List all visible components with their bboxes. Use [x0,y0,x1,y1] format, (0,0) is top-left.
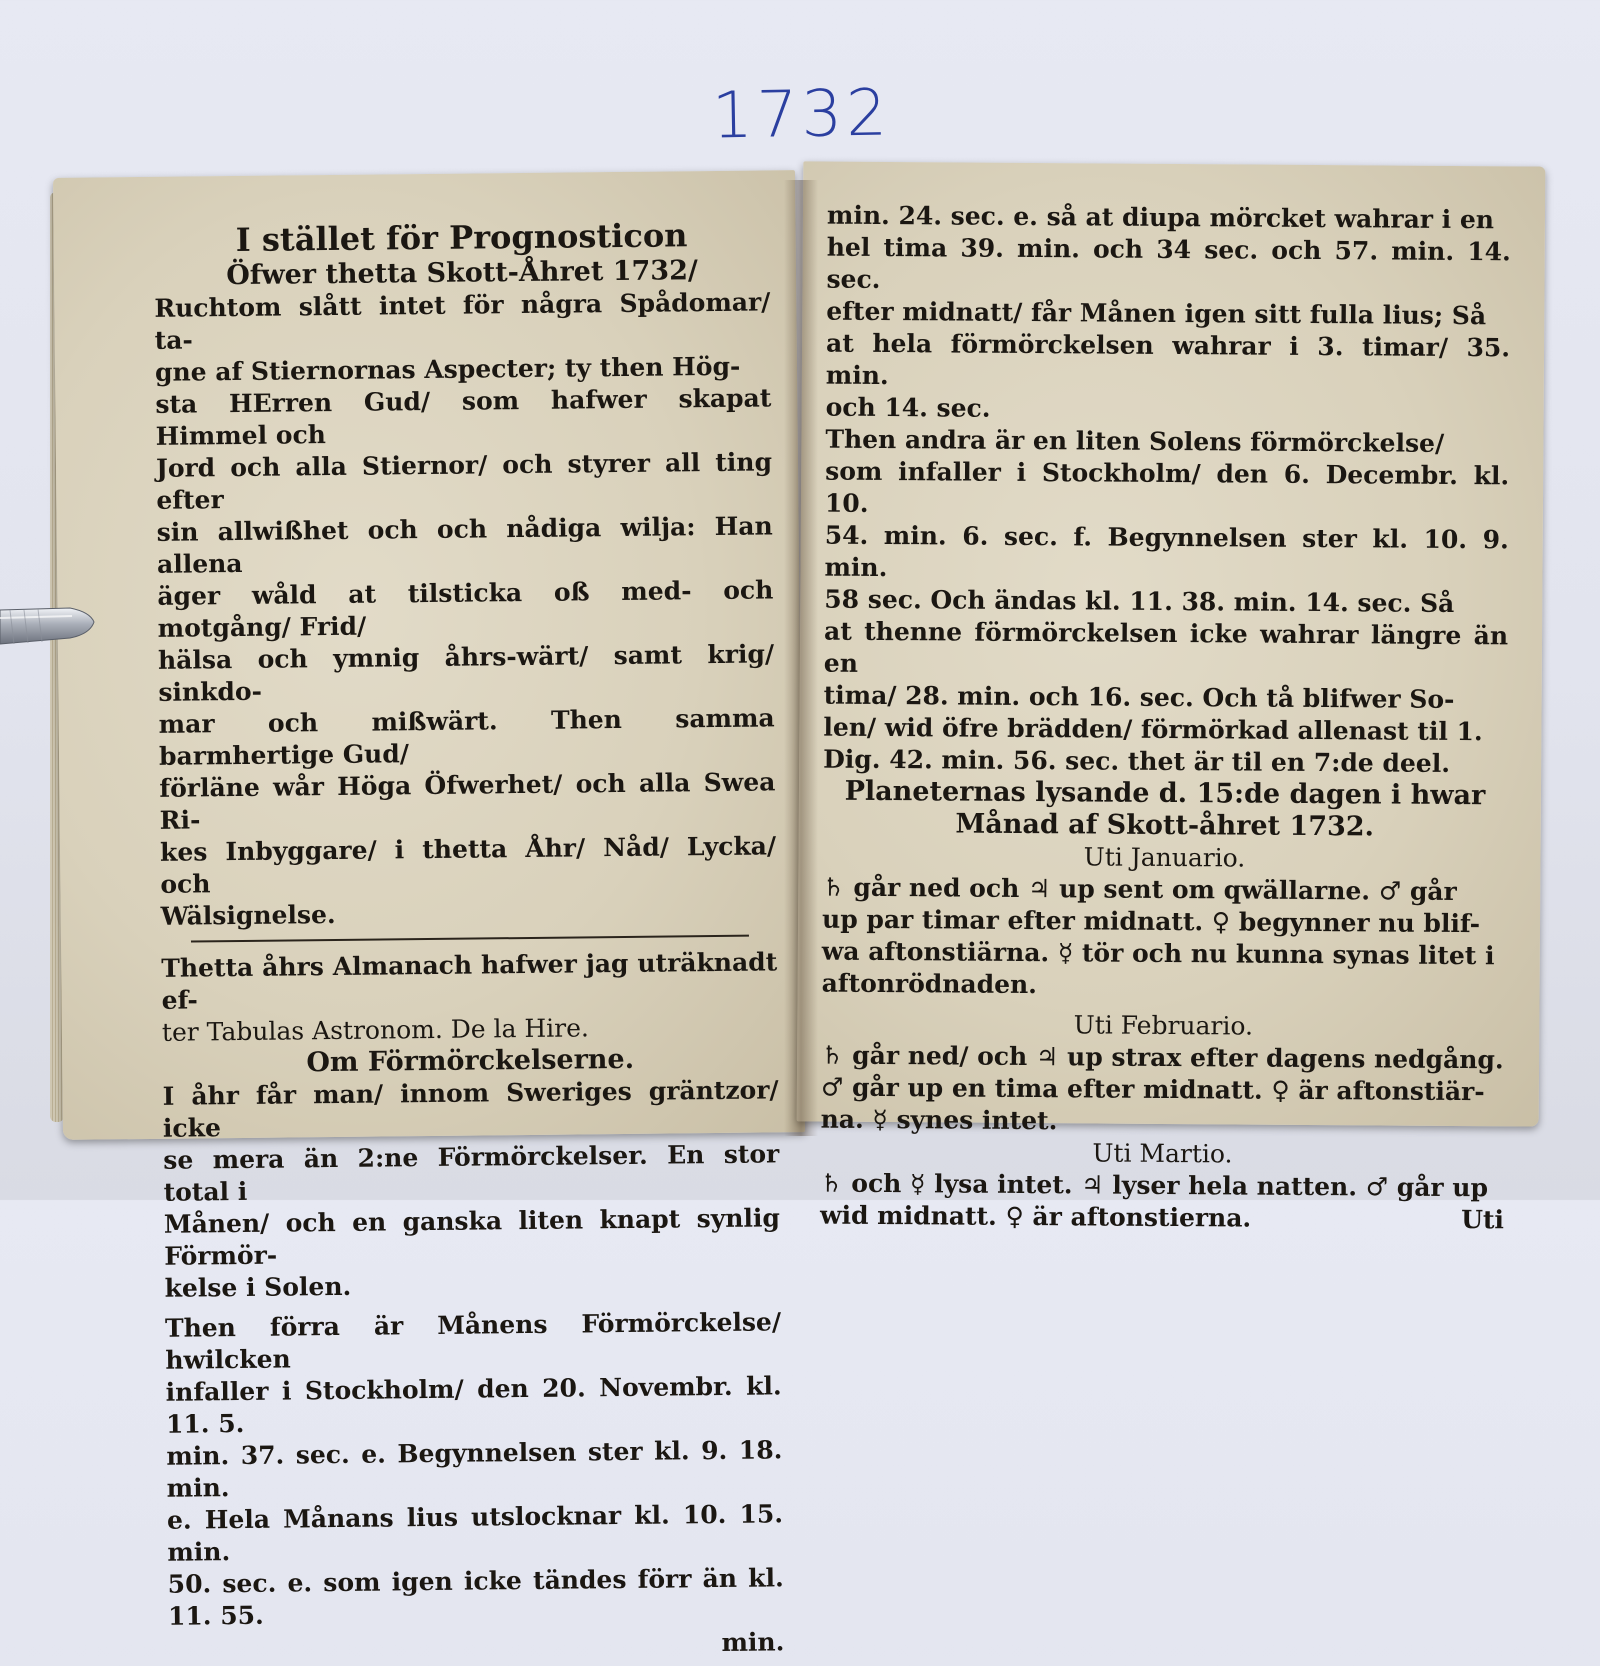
left-page-title: I stället för Prognosticon [235,216,688,259]
text-line: wa aftonstiärna. ☿ tör och nu kunna synas litet i [821,936,1495,971]
right-page [797,161,1546,1235]
text-line: sin allwißhet och och nådiga wilja: Han allena [156,511,773,579]
text-line: äger wåld at tilsticka oß med- och motgång/ Frid/ [157,575,774,643]
catchword: Uti [1461,1205,1505,1235]
text-line: Månad af Skott-åhret 1732. [955,808,1375,843]
text-line: min. 37. sec. e. Begynnelsen ster kl. 9. 18. min. [166,1435,783,1503]
eclipses-heading: Om Förmörckelserne. [306,1043,635,1079]
text-line: ♄ och ☿ lysa intet. ♃ lyser hela natten. ♂ går up [820,1168,1489,1203]
almanac-source-paragraph [161,946,778,1048]
section-divider [191,935,749,943]
text-line: tima/ 28. min. och 16. sec. Och tå blifwer So- [823,680,1455,714]
text-line: wid midnatt. ♀ är aftonstierna. [819,1200,1252,1233]
left-page-subtitle: Öfwer thetta Skott-Åhret 1732/ [226,255,698,292]
text-line: hel tima 39. min. och 34 sec. och 57. min. 14. sec. [826,232,1511,294]
text-line: se mera än 2:ne Förmörckelser. En stor total i [163,1139,780,1207]
text-line: 50. sec. e. som igen icke tändes förr än kl. 11. 55. [167,1563,784,1631]
text-line: Ruchtom slått intet för några Spådomar/ ta- [154,287,771,355]
text-line: kelse i Solen. [164,1271,352,1303]
intro-paragraph [154,286,777,932]
january-heading: Uti Januario. [1083,842,1246,873]
text-line: Månen/ och en ganska liten knapt synlig Förmör- [163,1203,781,1271]
text-line: at thenne förmörckelsen icke wahrar längre än en [823,616,1509,678]
text-line: na. ☿ synes intet. [820,1104,1058,1136]
text-line: ♂ går up en tima efter midnatt. ♀ är aftonstiär- [820,1072,1485,1107]
pen-tip [0,600,96,646]
text-line: 54. min. 6. sec. f. Begynnelsen ster kl. 10. 9. min. [824,520,1509,583]
march-heading: Uti Martio. [1092,1138,1233,1169]
text-line: Thetta åhrs Almanach hafwer jag uträknadt ef- [161,947,778,1015]
text-line: e. Hela Månans lius utslocknar kl. 10. 15. min. [166,1499,784,1567]
february-heading: Uti Februario. [1073,1010,1254,1041]
text-line: Dig. 42. min. 56. sec. thet är til en 7:de deel. [823,744,1451,778]
lunar-eclipse-paragraph [165,1306,785,1664]
february-paragraph [821,1040,1506,1141]
text-line: gne af Stiernornas Aspecter; ty then Hög- [154,351,741,387]
text-line: ter Tabulas Astronom. De la Hire. [161,1013,590,1047]
january-paragraph [822,872,1507,1005]
text-line: Then andra är en liten Solens förmörckelse/ [825,424,1445,458]
text-line: Jord och alla Stiernor/ och styrer all ting efter [155,447,773,515]
text-line: hälsa och ymnig åhrs-wärt/ samt krig/ sinkdo- [157,639,775,707]
text-line: ♄ går ned och ♃ up sent om qwällarne. ♂ går [822,872,1457,907]
text-line: och 14. sec. [825,392,991,423]
text-line: förläne wår Höga Öfwerhet/ och alla Swea Ri- [159,767,776,835]
text-line: len/ wid öfre brädden/ förmörkad allenast til 1. [823,712,1483,747]
text-line: at hela förmörckelsen wahrar i 3. timar/ 35. min. [825,328,1511,391]
text-line: infaller i Stockholm/ den 20. Novembr. kl. 11. 5. [165,1371,782,1439]
text-line: kes Inbyggare/ i thetta Åhr/ Nåd/ Lycka/ och [159,831,777,899]
text-line: min. [721,1627,785,1657]
lunar-eclipse-continuation [826,200,1512,429]
handwritten-year-annotation: 1732 [711,76,892,154]
text-line: sta HErren Gud/ som hafwer skapat Himmel och [155,383,772,451]
open-almanac-book [58,152,1558,1657]
text-line: min. 24. sec. e. så at diupa mörcket wahrar i en [826,200,1495,235]
text-line: aftonrödnaden. [821,968,1038,1000]
solar-eclipse-paragraph [823,424,1509,781]
eclipses-intro-paragraph [162,1074,780,1304]
text-line: mar och mißwärt. Then samma barmhertige Gud/ [158,703,775,771]
planets-heading [823,776,1507,845]
text-line: 58 sec. Och ändas kl. 11. 38. min. 14. sec. Så [824,584,1455,618]
text-line: Then förra är Månens Förmörckelse/ hwilcken [164,1307,782,1375]
text-line: I åhr får man/ innom Sweriges gräntzor/ icke [162,1075,779,1143]
text-line: Planeternas lysande d. 15:de dagen i hwar [844,775,1486,812]
text-line: Wälsignelse. [160,899,336,931]
left-page [53,170,805,1657]
text-line: efter midnatt/ får Månen igen sitt fulla lius; Så [826,296,1487,331]
text-line: ♄ går ned/ och ♃ up strax efter dagens nedgång. [821,1040,1504,1075]
text-line: som infaller i Stockholm/ den 6. Decembr. kl. 10. [824,456,1510,518]
text-line: up par timar efter midnatt. ♀ begynner nu blif- [821,904,1481,939]
